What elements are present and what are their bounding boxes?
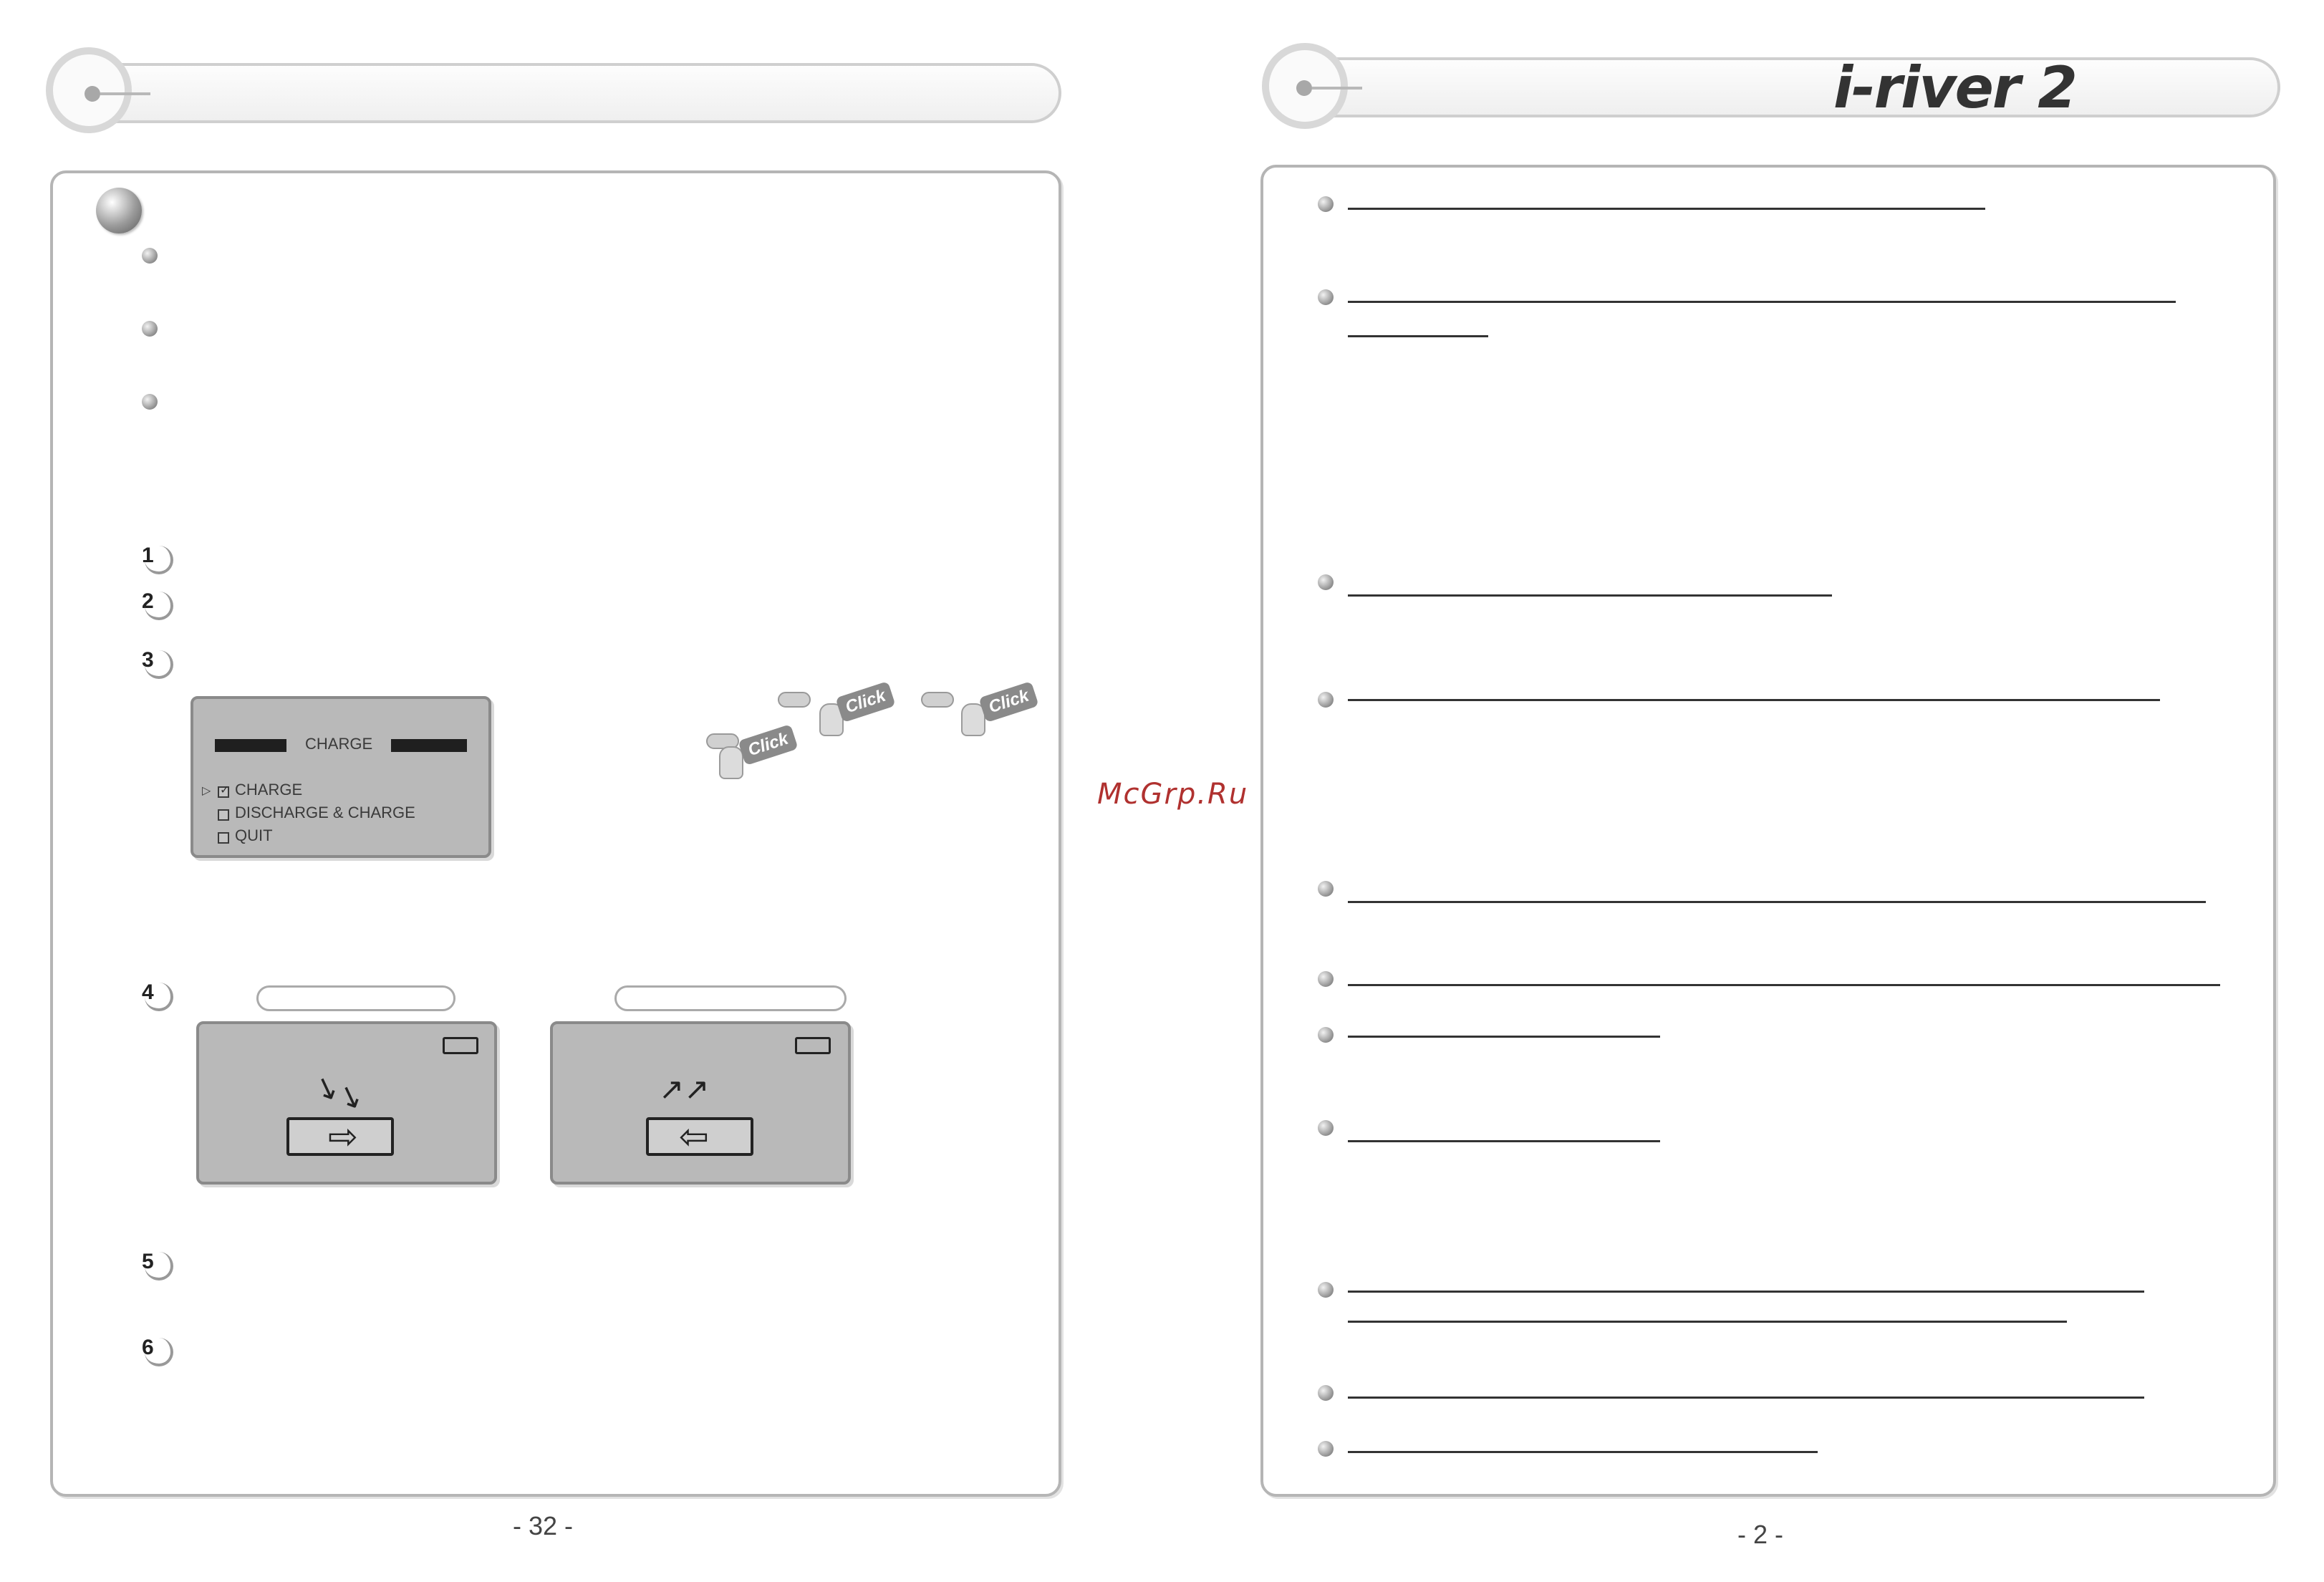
radio-bullet-icon [1318,692,1334,708]
blank-rule [1348,699,2160,701]
step-number-5: 5 [142,1248,173,1279]
brand-logo: i-river 2 [1833,54,2076,121]
left-header-line [100,92,150,95]
left-header-dot [85,86,100,102]
checkbox-icon[interactable] [218,809,229,821]
radio-bullet-icon [1318,1441,1334,1457]
right-header-line [1312,87,1362,90]
click-badge-1: Click [738,724,799,766]
charge-caption-label [256,985,455,1011]
step-number-1: 1 [142,541,173,573]
blank-rule [1348,1036,1660,1038]
blank-rule [1348,1397,2144,1399]
radio-bullet-icon [1318,1120,1334,1136]
battery-icon [443,1037,478,1054]
blank-rule [1348,1291,2144,1293]
section-bullet-icon [96,188,142,233]
radio-bullet-icon [1318,1385,1334,1401]
arrow-down-right-icon: ↘↘ [309,1067,369,1116]
radio-bullet-icon [142,248,158,264]
left-page-number: - 32 - [513,1511,574,1540]
step-number-4: 4 [142,978,173,1010]
blank-rule [1348,901,2206,903]
right-header-bar [1268,57,2280,117]
right-content-panel [1260,165,2276,1497]
watermark: McGrp.Ru [1097,778,1249,811]
step-number-3: 3 [142,646,173,677]
battery-icon [795,1037,831,1054]
checkbox-checked-icon[interactable]: ✓ [218,786,229,798]
radio-bullet-icon [142,394,158,410]
discharge-caption-label [614,985,847,1011]
checkbox-icon[interactable] [218,832,229,844]
charging-screen [196,1021,497,1185]
blank-rule [1348,301,2176,303]
radio-bullet-icon [1318,196,1334,212]
click-badge-3: Click [978,681,1039,723]
radio-bullet-icon [1318,1282,1334,1298]
radio-bullet-icon [1318,1027,1334,1043]
radio-bullet-icon [1318,574,1334,590]
charge-menu-title: CHARGE [305,735,373,753]
click-badge-2: Click [835,681,896,723]
step-number-2: 2 [142,587,173,619]
blank-rule [1348,594,1832,597]
blank-rule [1348,984,2220,986]
menu-option-quit[interactable]: QUIT [235,826,273,844]
right-header-dot [1296,80,1312,96]
arrow-right-icon: ⇨ [328,1116,358,1157]
menu-option-discharge-charge[interactable]: DISCHARGE & CHARGE [235,804,415,821]
lcd-title-bar-left [215,739,286,752]
radio-bullet-icon [142,321,158,337]
blank-rule [1348,1451,1818,1453]
arrow-left-icon: ⇦ [679,1116,709,1157]
left-header-bar [50,63,1061,123]
blank-rule [1348,1321,2067,1323]
blank-rule [1348,208,1985,210]
button-cap-3 [921,692,954,708]
radio-bullet-icon [1318,971,1334,987]
discharging-screen [550,1021,851,1185]
arrow-up-right-icon: ↗↗ [659,1072,710,1106]
radio-bullet-icon [1318,289,1334,305]
lcd-title-bar-right [391,739,467,752]
menu-cursor: ▷ [202,785,211,797]
left-content-panel [50,170,1061,1497]
blank-rule [1348,335,1488,337]
step-number-6: 6 [142,1333,173,1365]
menu-option-charge[interactable]: CHARGE [235,781,303,799]
radio-bullet-icon [1318,881,1334,897]
right-page-number: - 2 - [1737,1520,1784,1549]
charge-menu-screen [191,696,491,858]
hand-press-icon [719,746,743,779]
button-cap-2 [778,692,811,708]
blank-rule [1348,1140,1660,1142]
